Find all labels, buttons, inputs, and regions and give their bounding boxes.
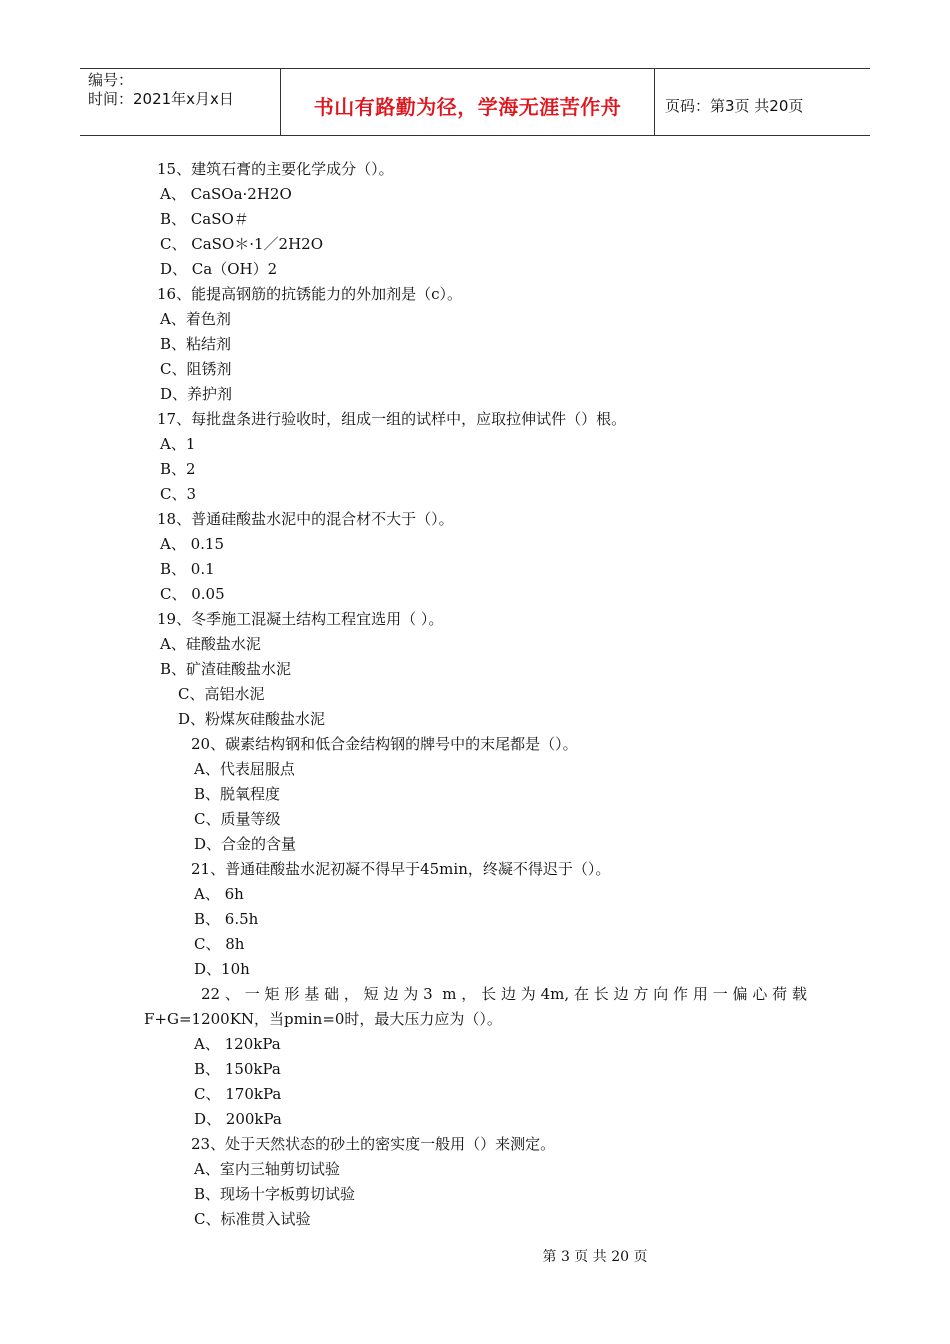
option-line: A、代表屈服点 — [194, 760, 295, 778]
question-17: 17、每批盘条进行验收时，组成一组的试样中，应取拉伸试件（）根。 — [157, 410, 627, 428]
question-22-continued: F+G=1200KN，当pmin=0时，最大压力应为（）。 — [144, 1010, 502, 1028]
option-line: C、质量等级 — [194, 810, 281, 828]
option-line: A、1 — [160, 435, 196, 453]
option-line: A、 0.15 — [160, 535, 224, 553]
number-label: 编号： — [88, 71, 134, 89]
option-line: C、 8h — [194, 935, 245, 953]
option-line: A、着色剂 — [160, 310, 231, 328]
option-line: C、3 — [160, 485, 197, 503]
question-22: 22、一矩形基础，短边为3 m，长边为4m,在长边方向作用一偏心荷载 — [201, 985, 807, 1003]
header-page-info-cell — [655, 69, 870, 135]
option-line: B、 0.1 — [160, 560, 215, 578]
option-line: D、 Ca（OH）2 — [160, 260, 278, 278]
question-21: 21、普通硅酸盐水泥初凝不得早于45min，终凝不得迟于（）。 — [191, 860, 611, 878]
option-line: D、合金的含量 — [194, 835, 297, 853]
option-line: D、养护剂 — [160, 385, 233, 403]
page-info: 页码：第3页 共20页 — [665, 96, 804, 115]
option-line: C、 CaSO＊·1／2H2O — [160, 235, 324, 253]
option-line: B、 6.5h — [194, 910, 259, 928]
option-line: A、 CaSOa·2H2O — [160, 185, 292, 203]
option-line: A、 6h — [194, 885, 244, 903]
option-line: A、室内三轴剪切试验 — [194, 1160, 340, 1178]
option-line: C、高铝水泥 — [178, 685, 265, 703]
option-line: C、 170kPa — [194, 1085, 282, 1103]
option-line: D、 200kPa — [194, 1110, 282, 1128]
option-line: C、阻锈剂 — [160, 360, 232, 378]
option-line: D、10h — [194, 960, 250, 978]
question-20: 20、碳素结构钢和低合金结构钢的牌号中的末尾都是（）。 — [191, 735, 578, 753]
question-23: 23、处于天然状态的砂土的密实度一般用（）来测定。 — [191, 1135, 556, 1153]
option-line: B、现场十字板剪切试验 — [194, 1185, 356, 1203]
option-line: D、粉煤灰硅酸盐水泥 — [178, 710, 326, 728]
option-line: B、 CaSO＃ — [160, 210, 249, 228]
motto: 书山有路勤为径，学海无涯苦作舟 — [313, 94, 622, 119]
question-16: 16、能提高钢筋的抗锈能力的外加剂是（c）。 — [157, 285, 462, 303]
option-line: B、矿渣硅酸盐水泥 — [160, 660, 292, 678]
page-footer — [0, 1246, 950, 1266]
option-line: B、 150kPa — [194, 1060, 281, 1078]
option-line: C、 0.05 — [160, 585, 225, 603]
option-line: A、 120kPa — [194, 1035, 281, 1053]
question-19: 19、冬季施工混凝土结构工程宜选用（ ）。 — [157, 610, 444, 628]
option-line: C、标准贯入试验 — [194, 1210, 311, 1228]
time-label: 时间：2021年x月x日 — [88, 90, 234, 108]
footer-page-number: 第 3 页 共 20 页 — [542, 1249, 648, 1265]
question-18: 18、普通硅酸盐水泥中的混合材不大于（）。 — [157, 510, 454, 528]
option-line: B、粘结剂 — [160, 335, 232, 353]
option-line: B、2 — [160, 460, 196, 478]
question-15: 15、建筑石膏的主要化学成分（）。 — [157, 160, 394, 178]
option-line: B、脱氧程度 — [194, 785, 281, 803]
option-line: A、硅酸盐水泥 — [160, 635, 261, 653]
header-motto-cell — [281, 69, 655, 135]
header-meta — [80, 69, 281, 135]
page-header — [80, 68, 870, 136]
